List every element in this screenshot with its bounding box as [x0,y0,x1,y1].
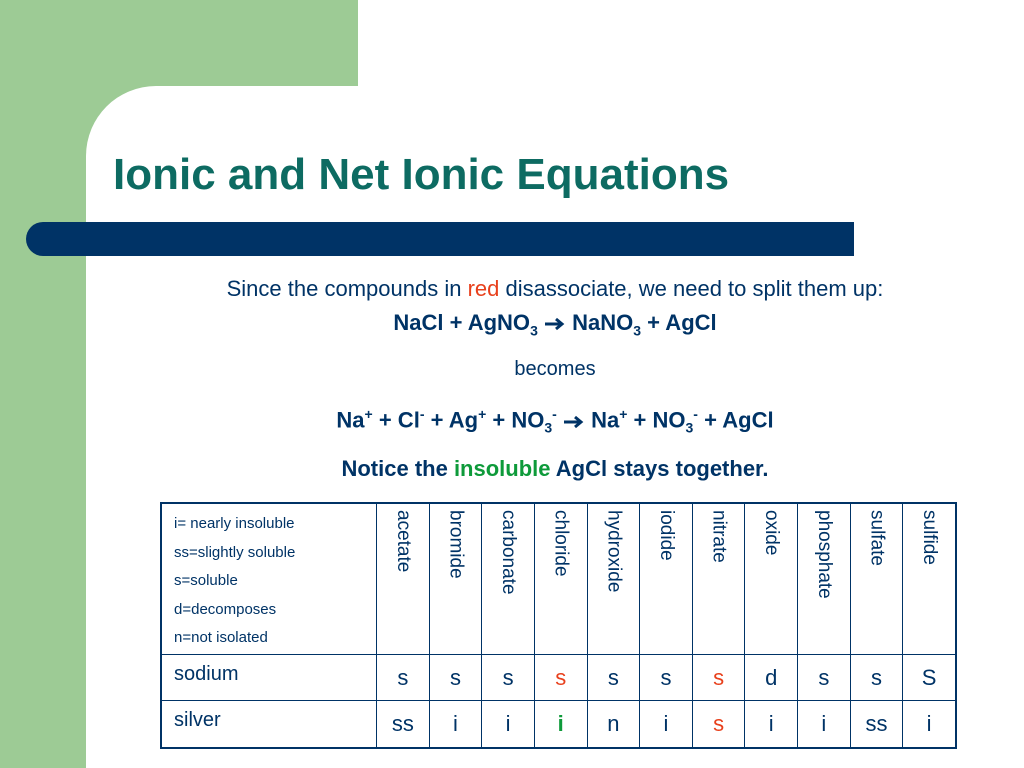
ion-ag-charge: + [478,406,487,422]
table-cell: i [482,701,535,748]
column-header-bromide: bromide [429,503,482,655]
table-row-sodium [161,655,956,701]
intro-text-post: disassociate, we need to split them up: [499,276,884,301]
table-cell: s [798,655,851,701]
column-header-sulfide: sulfide [903,503,956,655]
row-label-sodium: sodium [161,655,377,701]
table-cell-highlight: i [534,701,587,748]
column-header-acetate: acetate [377,503,430,655]
legend-item: i= nearly insoluble [174,515,295,532]
notice-line [86,456,1024,482]
becomes-label: becomes [514,358,596,380]
column-header-nitrate: nitrate [692,503,745,655]
table-cell: ss [377,701,430,748]
solubility-table [160,502,957,749]
table-cell: i [640,701,693,748]
solubility-legend [161,503,377,655]
ion-no3-charge: - [552,406,557,422]
ion-na-charge: + [364,406,373,422]
column-header-oxide: oxide [745,503,798,655]
table-header-row [161,503,956,655]
legend-item: n=not isolated [174,629,268,646]
intro-text-pre: Since the compounds in [226,276,468,301]
table-cell: i [429,701,482,748]
ion-no3-product-sub: 3 [685,419,694,436]
eq1-reactants: NaCl + AgNO [393,310,531,335]
column-header-carbonate: carbonate [482,503,535,655]
table-cell: i [903,701,956,748]
ion-no3: + NO [492,407,545,433]
molecular-equation [86,310,1024,338]
ion-cl: + Cl [378,407,420,433]
column-header-chloride: chloride [534,503,587,655]
table-cell: d [745,655,798,701]
legend-item: d=decomposes [174,600,277,618]
notice-text-pre: Notice the [341,456,454,481]
table-cell-highlight: s [692,655,745,701]
legend-item: s=soluble [174,572,238,589]
notice-text-post: AgCl stays together. [550,456,769,481]
table-cell: s [377,655,430,701]
ionic-equation [86,406,1024,436]
slide-title: Ionic and Net Ionic Equations [113,150,730,199]
notice-green-word: insoluble [453,456,551,481]
agcl-product: + AgCl [704,407,774,433]
ion-no3-product: + NO [633,407,686,433]
table-cell: s [429,655,482,701]
ion-na-product: Na [591,407,620,433]
column-header-hydroxide: hydroxide [587,503,640,655]
ion-ag: + Ag [430,407,479,433]
ion-no3-product-charge: - [693,406,698,422]
table-cell-highlight: s [692,701,745,748]
table-cell: i [798,701,851,748]
table-cell: i [745,701,798,748]
eq1-product-1: NaNO [572,310,634,335]
column-header-phosphate: phosphate [798,503,851,655]
intro-line [86,276,1024,302]
ion-na: Na [336,407,365,433]
table-cell-highlight: s [534,655,587,701]
intro-red-word: red [467,276,500,301]
reaction-arrow-icon [563,415,585,429]
table-row-silver [161,701,956,748]
table-cell: s [850,655,903,701]
table-cell: s [587,655,640,701]
column-header-iodide: iodide [640,503,693,655]
eq1-product-2: + AgCl [647,310,717,335]
table-cell: n [587,701,640,748]
table-cell: S [903,655,956,701]
legend-item: ss=slightly soluble [174,543,296,561]
eq1-sub-2: 3 [633,322,642,339]
reaction-arrow-icon [544,317,566,331]
column-header-sulfate: sulfate [850,503,903,655]
ion-na-product-charge: + [619,406,628,422]
row-label-silver: silver [161,701,377,748]
table-cell: s [482,655,535,701]
table-cell: ss [850,701,903,748]
table-cell: s [640,655,693,701]
title-underline-bar [26,222,854,256]
eq1-sub-1: 3 [530,322,538,339]
ion-cl-charge: - [419,406,425,422]
ion-no3-sub: 3 [544,419,553,436]
